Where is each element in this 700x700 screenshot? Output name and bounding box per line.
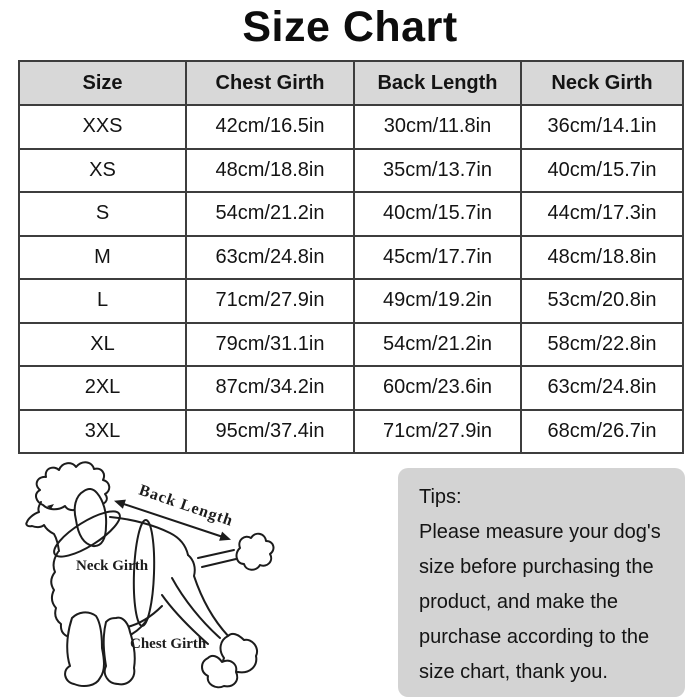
neck-cell: 36cm/14.1in — [521, 105, 683, 149]
back-cell: 71cm/27.9in — [354, 410, 521, 454]
tips-heading: Tips: — [419, 486, 462, 508]
chest-cell: 42cm/16.5in — [186, 105, 354, 149]
table-row — [19, 323, 683, 367]
size-cell: L — [19, 279, 186, 323]
size-cell: XXS — [19, 105, 186, 149]
table-row — [19, 366, 683, 410]
chest-cell: 54cm/21.2in — [186, 192, 354, 236]
size-cell: XL — [19, 323, 186, 367]
size-cell: M — [19, 236, 186, 280]
back-cell: 49cm/19.2in — [354, 279, 521, 323]
poodle-front-leg-near — [65, 612, 104, 686]
back-cell: 60cm/23.6in — [354, 366, 521, 410]
poodle-tail-stem — [198, 550, 236, 567]
page-title: Size Chart — [242, 3, 458, 51]
size-table — [18, 60, 684, 454]
header-size: Size — [19, 61, 186, 105]
table-row — [19, 192, 683, 236]
neck-cell: 63cm/24.8in — [521, 366, 683, 410]
dog-measurement-diagram — [2, 460, 392, 700]
chest-cell: 63cm/24.8in — [186, 236, 354, 280]
table-row — [19, 279, 683, 323]
chest-cell: 79cm/31.1in — [186, 323, 354, 367]
header-neck-girth: Neck Girth — [521, 61, 683, 105]
back-length-label: Back Length — [136, 481, 236, 530]
back-cell: 40cm/15.7in — [354, 192, 521, 236]
chest-cell: 71cm/27.9in — [186, 279, 354, 323]
chest-cell: 95cm/37.4in — [186, 410, 354, 454]
header-back-length: Back Length — [354, 61, 521, 105]
back-cell: 30cm/11.8in — [354, 105, 521, 149]
poodle-pom-tail — [237, 534, 274, 570]
size-cell: S — [19, 192, 186, 236]
size-cell: 3XL — [19, 410, 186, 454]
size-cell: 2XL — [19, 366, 186, 410]
back-cell: 35cm/13.7in — [354, 149, 521, 193]
poodle-rear-leg-front — [162, 578, 220, 644]
chest-cell: 87cm/34.2in — [186, 366, 354, 410]
table-row — [19, 236, 683, 280]
table-row — [19, 410, 683, 454]
neck-cell: 53cm/20.8in — [521, 279, 683, 323]
table-row — [19, 149, 683, 193]
neck-cell: 58cm/22.8in — [521, 323, 683, 367]
tips-body: Please measure your dog's size before purchasing the product, and make the purchase according to the size chart, thank you. — [419, 521, 661, 683]
table-row — [19, 105, 683, 149]
chest-cell: 48cm/18.8in — [186, 149, 354, 193]
neck-cell: 68cm/26.7in — [521, 410, 683, 454]
chest-girth-label: Chest Girth — [130, 636, 207, 652]
tips-box — [398, 468, 685, 697]
size-cell: XS — [19, 149, 186, 193]
neck-cell: 44cm/17.3in — [521, 192, 683, 236]
header-chest-girth: Chest Girth — [186, 61, 354, 105]
neck-girth-label: Neck Girth — [76, 558, 149, 574]
table-header-row — [19, 61, 683, 105]
back-cell: 54cm/21.2in — [354, 323, 521, 367]
back-cell: 45cm/17.7in — [354, 236, 521, 280]
neck-cell: 48cm/18.8in — [521, 236, 683, 280]
neck-cell: 40cm/15.7in — [521, 149, 683, 193]
